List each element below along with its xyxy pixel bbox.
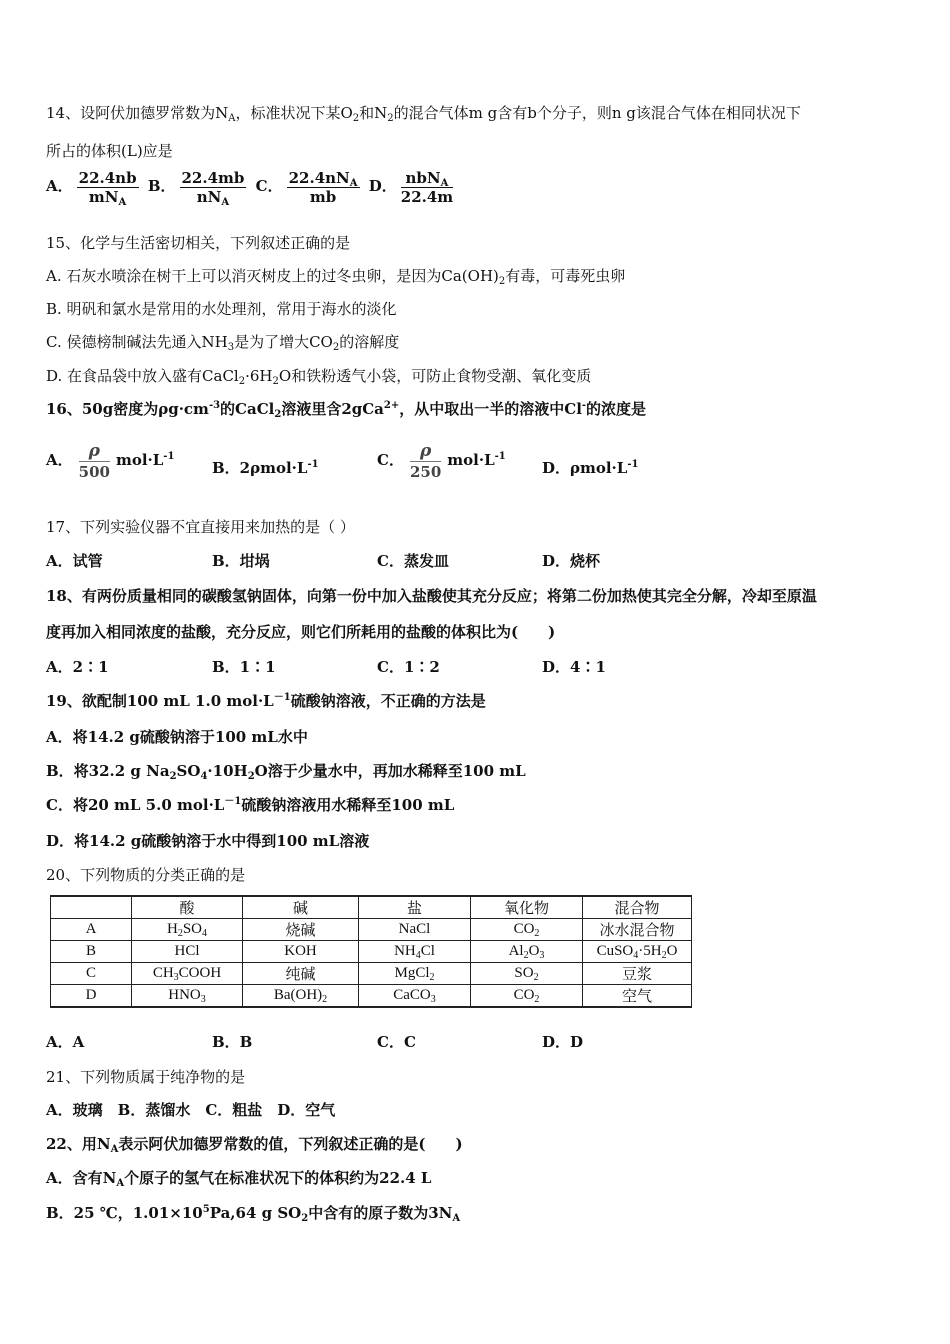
q14-stem-line1: 14、设阿伏加德罗常数为$N_A$，标准状况下某$O_2$和$N_2$的混合气体m g含有b个分子，则n g该混合气体在相同状况下 — [46, 104, 801, 124]
table-cell: C — [51, 963, 132, 985]
table-cell: D — [51, 985, 132, 1008]
q20-stem: 20、下列物质的分类正确的是 — [46, 866, 246, 884]
q18-option-d: D．4∶1 — [542, 658, 606, 676]
q14-option-a: A． $\frac{22.4nb}{mN_A}$ — [46, 168, 137, 208]
q18-stem-line2: 度再加入相同浓度的盐酸，充分反应，则它们所耗用的盐酸的体积比为( ) — [46, 623, 556, 641]
q22-option-a: A．含有$N_A$个原子的氢气在标准状况下的体积约为22.4 L — [46, 1169, 432, 1189]
q17-stem: 17、下列实验仪器不宜直接用来加热的是（ ） — [46, 518, 355, 536]
table-header-cell: 混合物 — [583, 896, 692, 919]
q14-stem-line2: 所占的体积(L)应是 — [46, 142, 173, 160]
q20-option-a: A．A — [46, 1033, 85, 1051]
q17-option-c: C．蒸发皿 — [377, 552, 449, 570]
q17-option-d: D．烧杯 — [542, 552, 601, 570]
table-cell: NaCl — [359, 919, 471, 941]
table-header-cell: 碱 — [243, 896, 359, 919]
q14-option-c: C． $\frac{22.4nN_A}{mb}$ — [255, 168, 358, 206]
q15-option-c: C. 侯德榜制碱法先通入$NH_3$是为了增大$CO_2$的溶解度 — [46, 333, 400, 353]
table-cell: $Al_2O_3$ — [471, 941, 583, 963]
table-header-cell: 氧化物 — [471, 896, 583, 919]
table-cell: A — [51, 919, 132, 941]
q15-stem: 15、化学与生活密切相关，下列叙述正确的是 — [46, 234, 351, 252]
q21-options: A．玻璃 B．蒸馏水 C．粗盐 D．空气 — [46, 1101, 336, 1119]
q14-option-b: B． $\frac{22.4mb}{nN_A}$ — [147, 168, 245, 208]
table-cell: CaCO$_3$ — [359, 985, 471, 1008]
table-cell: 冰水混合物 — [583, 919, 692, 941]
q19-option-c: C．将20 mL 5.0 $mol\cdot L^{-1}$硫酸钠溶液用水稀释至100 mL — [46, 796, 455, 814]
q15-option-b: B. 明矾和氯水是常用的水处理剂，常用于海水的淡化 — [46, 300, 397, 318]
q16-option-c: C． $\frac{\rho}{250}$ $mol\cdot L^{-1}$ — [377, 440, 506, 481]
q16-stem: 16、50g密度为$\rho g\cdot cm^{-3}$的CaCl$_2$溶液里含2gCa$^{2+}$，从中取出一半的溶液中Cl-的浓度是 — [46, 400, 647, 420]
q19-option-a: A．将14.2 g硫酸钠溶于100 mL水中 — [46, 728, 308, 746]
q21-stem: 21、下列物质属于纯净物的是 — [46, 1068, 246, 1086]
table-cell: 纯碱 — [243, 963, 359, 985]
table-cell: $H_2SO_4$ — [132, 919, 243, 941]
table-row — [51, 919, 692, 941]
table-cell: $NH_4Cl$ — [359, 941, 471, 963]
q19-stem: 19、欲配制100 mL 1.0 $mol\cdot L^{-1}$硫酸钠溶液，不正确的方法是 — [46, 692, 486, 710]
q20-option-b: B．B — [212, 1033, 253, 1051]
q15-option-d: D. 在食品袋中放入盛有$CaCl_2\cdot 6H_2O$和铁粉透气小袋，可防止食物受潮、氧化变质 — [46, 367, 592, 387]
q18-option-c: C．1∶2 — [377, 658, 440, 676]
table-cell: $CO_2$ — [471, 985, 583, 1008]
table-header-row — [51, 896, 692, 919]
q19-option-d: D．将14.2 g硫酸钠溶于水中得到100 mL溶液 — [46, 832, 370, 850]
table-cell: B — [51, 941, 132, 963]
table-row — [51, 963, 692, 985]
table-cell: $CO_2$ — [471, 919, 583, 941]
table-cell: $CH_3COOH$ — [132, 963, 243, 985]
q20-option-c: C．C — [377, 1033, 416, 1051]
q19-option-b: B．将32.2 g $Na_2SO_4\cdot 10H_2O$溶于少量水中，再加水稀释至100 mL — [46, 762, 526, 782]
q17-option-b: B．坩埚 — [212, 552, 270, 570]
q16-option-d: D．$\rho mol\cdot L^{-1}$ — [542, 459, 639, 477]
table-cell: $CuSO_4\cdot 5H_2O$ — [583, 941, 692, 963]
q14-option-d: D． $\frac{nbN_A}{22.4m}$ — [368, 168, 454, 206]
table-header-cell — [51, 896, 132, 919]
table-row — [51, 941, 692, 963]
classification-table — [50, 895, 692, 1008]
table-cell: $SO_2$ — [471, 963, 583, 985]
table-cell: MgCl$_2$ — [359, 963, 471, 985]
table-cell: $HNO_3$ — [132, 985, 243, 1008]
table-row — [51, 985, 692, 1008]
q20-option-d: D．D — [542, 1033, 584, 1051]
table-cell: $Ba(OH)_2$ — [243, 985, 359, 1008]
q16-option-b: B．$2\rho mol\cdot L^{-1}$ — [212, 459, 319, 477]
q18-option-b: B．1∶1 — [212, 658, 276, 676]
table-cell: 空气 — [583, 985, 692, 1008]
q17-option-a: A．试管 — [46, 552, 103, 570]
table-header-cell: 盐 — [359, 896, 471, 919]
table-cell: HCl — [132, 941, 243, 963]
table-cell: 豆浆 — [583, 963, 692, 985]
q14-options — [46, 168, 457, 206]
table-cell: 烧碱 — [243, 919, 359, 941]
table-header-cell: 酸 — [132, 896, 243, 919]
q22-option-b: B．25 ℃，$1.01\times 10^5Pa,64$ g $SO_2$中含有的原子数为$3N_A$ — [46, 1204, 461, 1224]
q18-option-a: A．2∶1 — [46, 658, 109, 676]
q15-option-a: A. 石灰水喷涂在树干上可以消灭树皮上的过冬虫卵，是因为$Ca(OH)_2$有毒，可毒死虫卵 — [46, 267, 626, 287]
q22-stem: 22、用$N_A$表示阿伏加德罗常数的值，下列叙述正确的是( ) — [46, 1135, 463, 1155]
q18-stem-line1: 18、有两份质量相同的碳酸氢钠固体，向第一份中加入盐酸使其充分反应；将第二份加热使其完全分解，冷却至原温 — [46, 587, 817, 605]
table-cell: KOH — [243, 941, 359, 963]
q16-option-a: A． $\frac{\rho}{500}$ $mol\cdot L^{-1}$ — [46, 440, 175, 481]
